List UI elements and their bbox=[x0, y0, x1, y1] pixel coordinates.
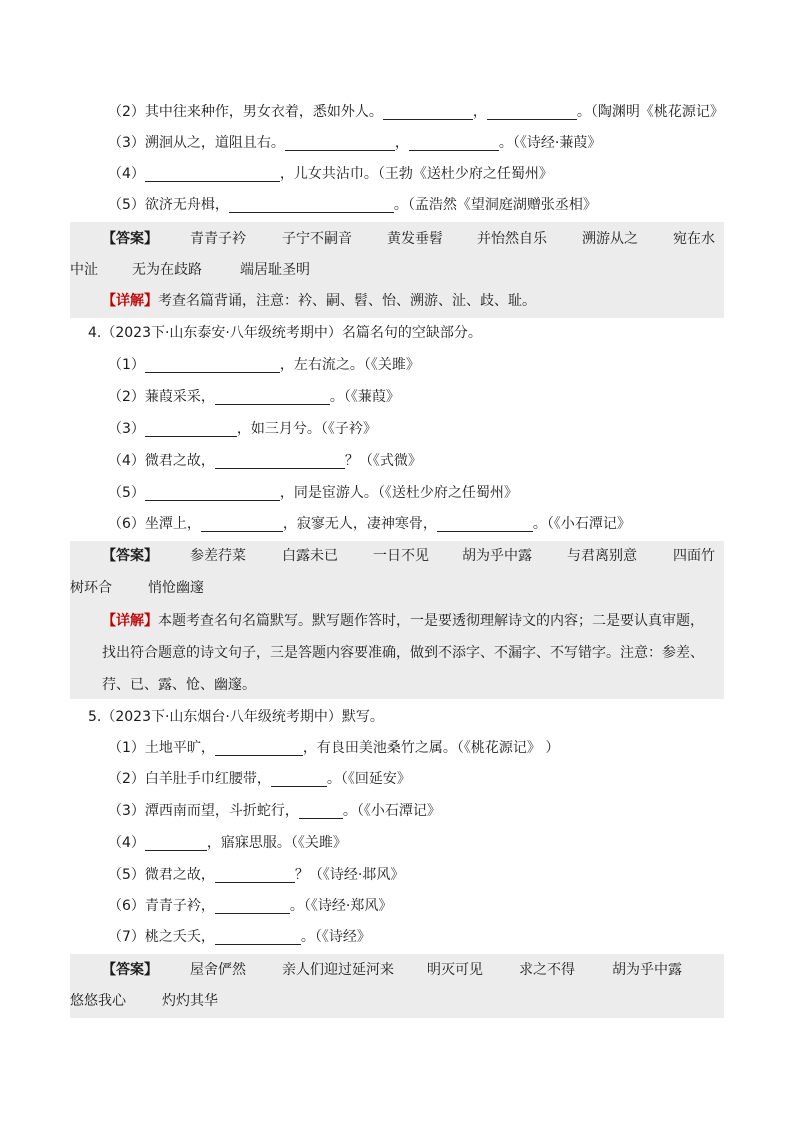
answer-blank bbox=[201, 515, 283, 532]
answer-blank bbox=[437, 515, 533, 532]
item-text: （3）潭西南而望，斗折蛇行， bbox=[108, 803, 299, 819]
answer-item: 明灭可见 bbox=[427, 962, 483, 978]
answer-blank bbox=[215, 388, 330, 405]
item-text: （1）土地平旷， bbox=[108, 740, 215, 756]
item-text: （6）青青子衿， bbox=[108, 898, 215, 914]
item-text: ，寤寐思服。（《关雎》 bbox=[206, 835, 347, 851]
answer-blank bbox=[285, 134, 395, 151]
detail-text: 本题考查名句名篇默写。默写题作答时，一是要透彻理解诗文的内容；二是要认真审题，找出符合题意的诗文句子，三是答题内容要准确，做到不添字、不漏字、不写错字。注意：参差、荇、已、露、怆、幽邃。 bbox=[102, 613, 704, 693]
item-text: 。（《小石潭记》 bbox=[342, 803, 441, 819]
answer-item: 屋舍俨然 bbox=[190, 962, 246, 978]
answer-blank bbox=[215, 866, 295, 883]
answer-item: 白露未已 bbox=[282, 548, 338, 564]
answer-blank bbox=[271, 770, 327, 787]
q5-heading: 5.（2023下·山东烟台·八年级统考期中）默写。 bbox=[88, 709, 384, 725]
answer-item: 并怡然自乐 bbox=[477, 231, 547, 247]
answer-item: 胡为乎中露 bbox=[462, 548, 532, 564]
answer-blank bbox=[409, 134, 499, 151]
item-source: 。（《诗经·蒹葭》 bbox=[498, 135, 602, 151]
answer-blank bbox=[145, 165, 280, 182]
item-text: ，有良田美池桑竹之属。（《桃花源记》 ） bbox=[302, 740, 560, 756]
item-text: （2）其中往来种作，男女衣着，悉如外人。 bbox=[108, 104, 383, 120]
q4-item-2 bbox=[0, 382, 794, 412]
answer-item: 一日不见 bbox=[373, 548, 429, 564]
answer-item: 亲人们迎过延河来 bbox=[282, 962, 394, 978]
answer-tag: 【答案】 bbox=[102, 548, 158, 564]
item-text: （1） bbox=[108, 357, 145, 373]
q4-item-4 bbox=[0, 446, 794, 476]
item-text: ，儿女共沾巾。（王勃《送杜少府之任蜀州》 bbox=[279, 166, 553, 182]
answer-tag: 【答案】 bbox=[102, 962, 158, 978]
answer-tag: 【答案】 bbox=[102, 231, 158, 247]
answer-item: 树环合 bbox=[70, 580, 112, 596]
answer-line bbox=[70, 224, 724, 254]
answer-line bbox=[70, 986, 724, 1016]
answer-line bbox=[70, 955, 724, 985]
answer-item: 溯游从之 bbox=[582, 231, 638, 247]
item-text: （5）微君之故， bbox=[108, 867, 215, 883]
answer-item: 黄发垂髫 bbox=[387, 231, 443, 247]
q4-answer-box bbox=[70, 541, 724, 699]
answer-blank bbox=[229, 196, 394, 213]
item-text: （2）白羊肚手巾红腰带， bbox=[108, 771, 271, 787]
answer-blank bbox=[383, 103, 473, 120]
item-text: （5）欲济无舟楫， bbox=[108, 197, 229, 213]
q3-item-3 bbox=[0, 128, 794, 158]
answer-blank bbox=[145, 484, 280, 501]
answer-item: 中沚 bbox=[70, 262, 98, 278]
q5-answer-box bbox=[70, 954, 724, 1018]
answer-blank bbox=[145, 834, 207, 851]
answer-item: 与君离别意 bbox=[567, 548, 637, 564]
q3-item-2 bbox=[0, 97, 794, 127]
detail-paragraph bbox=[70, 605, 724, 701]
answer-blank bbox=[215, 928, 301, 945]
item-text: （3）溯洄从之，道阻且右。 bbox=[108, 135, 285, 151]
q3-answer-box bbox=[70, 222, 724, 318]
q4-item-6 bbox=[0, 509, 794, 539]
detail-tag: 【详解】 bbox=[102, 613, 158, 629]
q4-heading: 4.（2023下·山东泰安·八年级统考期中）名篇名句的空缺部分。 bbox=[88, 325, 482, 341]
answer-blank bbox=[145, 356, 280, 373]
q3-item-5 bbox=[0, 190, 794, 220]
answer-blank bbox=[215, 739, 303, 756]
item-text: ，左右流之。（《关雎》 bbox=[279, 357, 420, 373]
detail-line bbox=[70, 286, 764, 316]
item-text: ？（《诗经·邶风》 bbox=[294, 867, 405, 883]
answer-item: 四面竹 bbox=[673, 548, 715, 564]
q5-item-1 bbox=[0, 733, 794, 763]
q5-item-3 bbox=[0, 796, 794, 826]
item-text: 。（《蒹葭》 bbox=[329, 389, 400, 405]
answer-blank bbox=[215, 452, 345, 469]
answer-item: 端居耻圣明 bbox=[240, 262, 310, 278]
answer-item: 参差荇菜 bbox=[190, 548, 246, 564]
answer-item: 悄怆幽邃 bbox=[148, 580, 204, 596]
answer-item: 子宁不嗣音 bbox=[282, 231, 352, 247]
item-text: ，如三月兮。（《子衿》 bbox=[236, 421, 377, 437]
item-text: ，寂寥无人，凄神寒骨， bbox=[282, 516, 437, 532]
q4-item-3 bbox=[0, 414, 794, 444]
item-text: ， bbox=[472, 104, 487, 120]
item-text: 。（孟浩然《望洞庭湖赠张丞相》 bbox=[393, 197, 597, 213]
item-text: （2）蒹葭采采， bbox=[108, 389, 215, 405]
item-text: ？（《式微》 bbox=[344, 453, 422, 469]
q5-item-6 bbox=[0, 891, 794, 921]
item-text: 。（《诗经·郑风》 bbox=[289, 898, 393, 914]
answer-blank bbox=[299, 802, 343, 819]
answer-item: 无为在歧路 bbox=[132, 262, 202, 278]
answer-item: 悠悠我心 bbox=[70, 993, 126, 1009]
q5-item-2 bbox=[0, 764, 794, 794]
answer-item: 青青子衿 bbox=[190, 231, 246, 247]
item-text: （7）桃之夭夭， bbox=[108, 929, 215, 945]
item-text: （4）微君之故， bbox=[108, 453, 215, 469]
answer-blank bbox=[487, 103, 577, 120]
detail-tag: 【详解】 bbox=[102, 293, 158, 309]
answer-blank bbox=[145, 420, 237, 437]
item-source: 。（陶渊明《桃花源记》 bbox=[576, 104, 724, 120]
answer-line bbox=[70, 541, 724, 571]
item-text: （4） bbox=[108, 166, 145, 182]
answer-item: 胡为乎中露 bbox=[612, 962, 682, 978]
answer-item: 求之不得 bbox=[519, 962, 575, 978]
item-text: ，同是宦游人。（《送杜少府之任蜀州》 bbox=[279, 485, 518, 501]
answer-line bbox=[70, 255, 724, 285]
item-text: （4） bbox=[108, 835, 145, 851]
answer-line bbox=[70, 573, 724, 603]
item-text: （5） bbox=[108, 485, 145, 501]
q4-item-1 bbox=[0, 350, 794, 380]
item-text: 。（《回延安》 bbox=[326, 771, 411, 787]
answer-item: 宛在水 bbox=[673, 231, 715, 247]
item-text: 。（《诗经》 bbox=[300, 929, 371, 945]
item-text: ， bbox=[394, 135, 409, 151]
q5-item-5 bbox=[0, 860, 794, 890]
answer-blank bbox=[215, 897, 290, 914]
item-text: （6）坐潭上， bbox=[108, 516, 201, 532]
detail-text: 考查名篇背诵，注意：衿、嗣、髫、怡、溯游、沚、歧、耻。 bbox=[158, 293, 536, 309]
q5-item-7 bbox=[0, 922, 794, 952]
answer-item: 灼灼其华 bbox=[162, 993, 218, 1009]
q5-item-4 bbox=[0, 828, 794, 858]
item-source: 。（《小石潭记》 bbox=[532, 516, 631, 532]
item-text: （3） bbox=[108, 421, 145, 437]
q3-item-4 bbox=[0, 159, 794, 189]
q4-item-5 bbox=[0, 478, 794, 508]
